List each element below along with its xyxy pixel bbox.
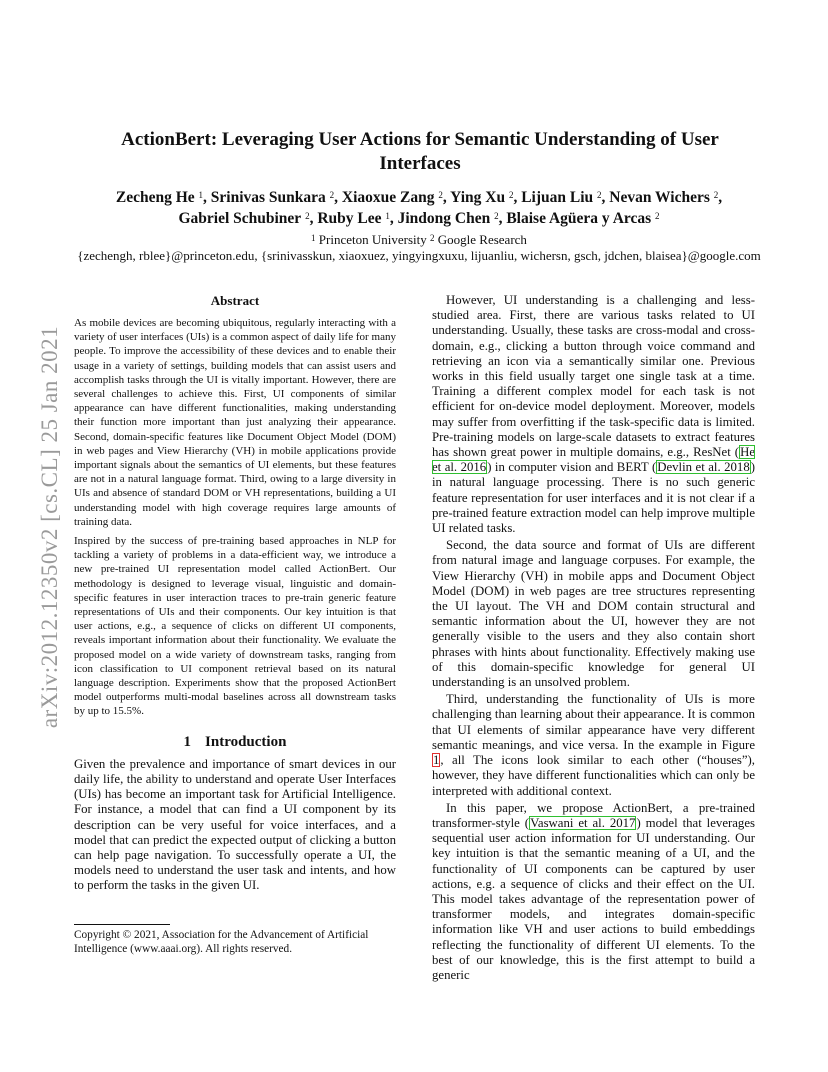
intro-paragraph: Given the prevalence and importance of smart devices in our daily life, the ability to understand and operate User Interfaces (UIs) has become an important task for Artificial Intelligence. For instance, a model that can find a UI component by its description can be very useful for voice interfaces, and a model that can predict the expected output of clicking a button can help page navigation. To successfully operate a UI, the models need to understand the user task and intents, and how to perform the tasks in the given UI.: [74, 756, 396, 893]
body-paragraph: [432, 801, 755, 983]
body-text: ) in computer vision and BERT (: [487, 460, 657, 475]
body-paragraph: Second, the data source and format of UIs are different from natural image and language corpuses. For example, the View Hierarchy (VH) in mobile apps and Document Object Model (DOM) in web pages are tree structures representing the UI layout. The VH and DOM contain structural and semantic information about the UI, however they are not generally visible to the users and they also contain short phrases with hints about functionality. Effectively making use of this domain-specific knowledge for general UI understanding is an unsolved problem.: [432, 538, 755, 690]
section-heading-introduction: [74, 733, 396, 751]
author-name: Jindong Chen: [397, 210, 491, 227]
body-text: Third, understanding the functionality of UIs is more challenging than learning about their appearance. It is common that UI elements of similar appearance have very different semantic meanings, and vice versa. In the example in Figure: [432, 692, 756, 752]
affiliations: [74, 232, 764, 248]
author-affiliation-mark: 1: [385, 211, 390, 221]
right-column: [432, 293, 755, 985]
body-paragraph: [432, 692, 755, 798]
copyright-notice: Copyright © 2021, Association for the Advancement of Artificial Intelligence (www.aaai.org). All rights reserved.: [74, 929, 369, 955]
author-affiliation-mark: 2: [655, 211, 660, 221]
body-text: ) in natural language processing. There is no such generic feature representation for user interfaces and it is not clear if a pre-trained feature extraction model can help improve multiple UI related tasks.: [432, 460, 755, 536]
author-affiliation-mark: 1: [198, 190, 204, 200]
author-emails: {zechengh, rblee}@princeton.edu, {srinivasskun, xiaoxuez, yingyingxuxu, lijuanliu, wichersn, gsch, jdchen, blaisea}@google.com: [77, 248, 761, 263]
figure-reference-link[interactable]: 1: [433, 753, 440, 768]
paper-title: ActionBert: Leveraging User Actions for Semantic Understanding of User Interfaces: [121, 129, 719, 174]
abstract-paragraph: As mobile devices are becoming ubiquitous, regularly interacting with a variety of user interfaces (UIs) is a common aspect of daily life for many people. To improve the accessibility of these devices and to enable their usage in a variety of settings, building models that can assist users and accomplish tasks through the UI is vitally important. However, there are several challenges to achieve this. First, UI components of similar appearance can have different functionalities, making understanding their function more important than just analyzing their appearance. Second, domain-specific features like Document Object Model (DOM) in web pages and View Hierarchy (VH) in mobile applications provide important signals about the semantics of UI elements, but these features are not in a natural language format. Third, owing to a large diversity in UIs and absence of standard DOM or VH representations, building a UI understanding model with high coverage requires large amounts of training data.: [74, 317, 396, 528]
author-affiliation-mark: 2: [494, 211, 499, 221]
author-affiliation-mark: 2: [438, 190, 443, 200]
body-text: ) model that leverages sequential user action information for UI understanding. Our key intuition is that the semantic meaning of a UI, and the functionality of UI components can be captured by user actions, e.g. a sequence of clicks and their effect on the UI. This model takes advantage of the representation power of transformer models, and integrates domain-specific information like VH and user actions to build embeddings reflecting the functionality of different UI elements. To the best of our knowledge, this is the first attempt to build a generic: [432, 815, 755, 982]
body-text: In this paper, we propose ActionBert, a pre-trained transformer-style (: [432, 800, 755, 830]
affiliation-princeton: Princeton University: [318, 232, 427, 247]
author-name: Zecheng He: [115, 189, 195, 206]
abstract-heading: Abstract: [210, 293, 260, 308]
section-number: 1: [183, 733, 192, 750]
left-column: [74, 293, 396, 894]
arxiv-stamp: arXiv:2012.12350v2 [cs.CL] 25 Jan 2021: [37, 325, 62, 729]
author-name: Gabriel Schubiner: [178, 210, 302, 227]
author-affiliation-mark: 2: [305, 211, 310, 221]
citation-link[interactable]: Devlin et al. 2018: [657, 460, 750, 475]
abstract-paragraph: Inspired by the success of pre-training based approaches in NLP for tackling a variety of problems in a data-efficient way, we introduce a new pre-trained UI representation model called ActionBert. Our methodology is designed to leverage visual, linguistic and domain-specific features in user interaction traces to pre-train generic feature representations of UIs and their components. Our key intuition is that user actions, e.g., a sequence of clicks on different UI components, reveals important information about their functionality. We evaluate the proposed model on a wide variety of downstream tasks, ranging from icon classification to UI component retrieval based on its natural language description. Experiments show that the proposed ActionBert model outperforms multi-modal baselines across all downstream tasks by up to 15.5%.: [74, 535, 396, 718]
author-name: Srinivas Sunkara: [210, 189, 326, 206]
author-affiliation-mark: 2: [508, 190, 514, 200]
author-name: Ruby Lee: [317, 210, 382, 227]
section-title: Introduction: [205, 733, 287, 750]
affiliation-mark: 1: [311, 233, 316, 243]
author-affiliation-mark: 2: [597, 190, 602, 200]
author-affiliation-mark: 2: [713, 190, 719, 200]
author-list: Zecheng He $^1$, Srinivas Sunkara $^2$, Xiaoxue Zang $^2$, Ying Xu $^2$, Lijuan Liu $^2$, Nevan Wichers $^2$, Gabriel Schubiner $^2$, Ruby Lee $^1$, Jindong Chen $^2$, Blaise Agüera y Arcas $^2$: [115, 189, 723, 227]
author-name: Xiaoxue Zang: [341, 189, 435, 206]
citation-link[interactable]: Vaswani et al. 2017: [530, 815, 636, 830]
author-name: Nevan Wichers: [609, 189, 710, 206]
author-affiliation-mark: 2: [329, 190, 335, 200]
author-name: Blaise Agüera y Arcas: [506, 210, 652, 227]
citation-link[interactable]: He et al. 2016: [432, 445, 755, 475]
body-text: However, UI understanding is a challenging and less-studied area. First, there are various tasks related to UI understanding. Usually, these tasks are cross-modal and cross-domain, e.g., clicking a button through voice command and retrieving an icon via a semantically similar one. Previous works in this field usually target one single task at a time. Training a different complex model for each task is not efficient for on-device model deployment. Moreover, models may suffer from overfitting if the task-specific data is limited. Pre-training models on large-scale datasets to extract features has shown great power in multiple domains, e.g., ResNet (: [432, 293, 755, 460]
body-paragraph: [432, 293, 755, 536]
abstract-body: [74, 316, 396, 719]
body-text: , all The icons look similar to each other (“houses”), however, they have different functionalities which can only be interpreted with additional context.: [432, 753, 755, 798]
author-name: Ying Xu: [450, 189, 506, 206]
footnote-divider: [74, 924, 170, 925]
affiliation-mark: 2: [430, 233, 435, 243]
author-name: Lijuan Liu: [521, 189, 594, 206]
affiliation-google: Google Research: [437, 232, 527, 247]
